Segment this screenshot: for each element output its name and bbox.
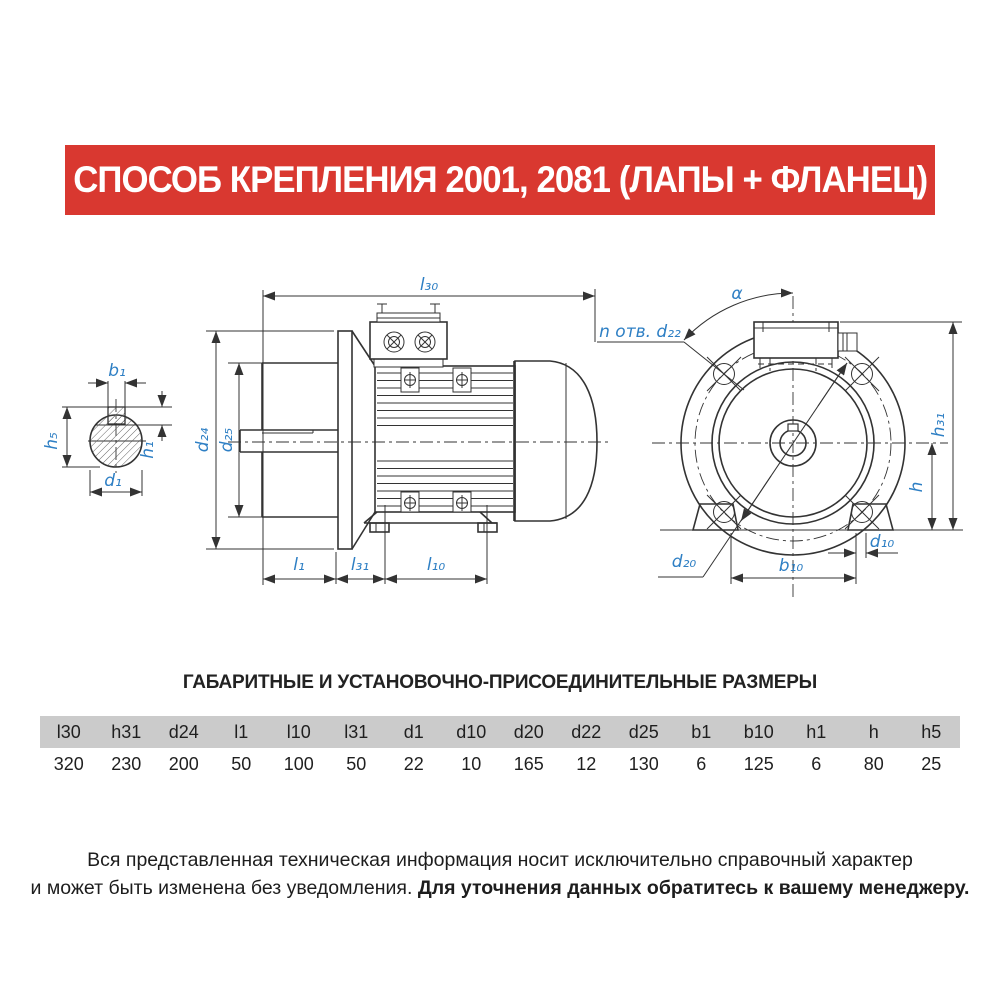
flange-front-view	[597, 284, 963, 598]
table-value-cell-l10: 100	[283, 753, 314, 774]
dim-label-h1: h₁	[138, 441, 158, 459]
table-header-cell-d20: d20	[513, 721, 544, 742]
table-header-cell-l1: l1	[234, 721, 249, 742]
table-value-cell-d22: 12	[576, 753, 597, 774]
table-header-cell-d22: d22	[571, 721, 602, 742]
table-header-cell-b1: b1	[691, 721, 712, 742]
dim-label-b10: b₁₀	[778, 556, 804, 576]
table-header-cell-l10: l10	[286, 721, 311, 742]
table-header-cell-l30: l30	[56, 721, 81, 742]
disclaimer-line2	[0, 874, 1000, 902]
dim-label-d20: d₂₀	[671, 552, 697, 572]
table-header-cell-d24: d24	[168, 721, 199, 742]
cooling-fins	[377, 373, 513, 506]
table-value-cell-h1: 6	[811, 753, 822, 774]
dim-label-h5: h₅	[42, 432, 62, 450]
table-header-cell-l31: l31	[344, 721, 369, 742]
table-header-cell-d10: d10	[456, 721, 487, 742]
table-header-cell-h: h	[868, 721, 879, 742]
technical-drawing	[0, 240, 1000, 660]
table-value-cell-d24: 200	[168, 753, 199, 774]
dim-label-b1: b₁	[108, 361, 126, 381]
table-value-cell-l31: 50	[346, 753, 367, 774]
dim-label-d24: d₂₄	[193, 427, 213, 453]
table-value-cell-h: 80	[863, 753, 884, 774]
terminal-box-side	[370, 304, 447, 367]
table-header-cell-d25: d25	[628, 721, 659, 742]
table-value-cell-b10: 125	[743, 753, 774, 774]
mounting-feet-side	[364, 512, 497, 532]
table-value-cell-d25: 130	[628, 753, 659, 774]
table-title: ГАБАРИТНЫЕ И УСТАНОВОЧНО-ПРИСОЕДИНИТЕЛЬНЫЕ РАЗМЕРЫ	[182, 672, 818, 693]
stator-clamp-bolts	[401, 368, 471, 512]
dim-label-l1: l₁	[293, 555, 305, 575]
table-header-cell-h31: h31	[111, 721, 142, 742]
table-value-cell-h31: 230	[111, 753, 142, 774]
dim-label-l30: l₃₀	[419, 275, 439, 295]
table-value-cell-d10: 10	[461, 753, 482, 774]
table-header-cell-h1: h1	[806, 721, 827, 742]
table-value-cell-l1: 50	[231, 753, 252, 774]
table-value-cell-l30: 320	[53, 753, 84, 774]
dim-label-l31: l₃₁	[350, 555, 370, 575]
dim-label-l10: l₁₀	[426, 555, 446, 575]
disclaimer-line1: Вся представленная техническая информация носит исключительно справочный характер	[87, 849, 913, 871]
dim-label-n-otv-d22: n отв. d₂₂	[599, 322, 681, 342]
shaft-cross-section	[42, 361, 172, 496]
dimensions-table	[40, 716, 960, 780]
table-value-cell-d1: 22	[403, 753, 424, 774]
title-banner	[65, 145, 935, 215]
table-value-cell-b1: 6	[696, 753, 707, 774]
table-values-row	[40, 748, 960, 780]
table-header-cell-h5: h5	[921, 721, 942, 742]
mounting-feet-front	[660, 504, 963, 530]
dim-label-d25: d₂₅	[217, 427, 237, 453]
dim-label-alpha: α	[731, 284, 743, 304]
table-header-cell-d1: d1	[403, 721, 424, 742]
motor-side-view	[193, 275, 612, 585]
disclaimer-line2-regular: и может быть изменена без уведомления.	[30, 877, 418, 899]
disclaimer	[0, 846, 1000, 902]
dim-label-h31: h₃₁	[929, 412, 949, 438]
table-value-cell-h5: 25	[921, 753, 942, 774]
banner-title: СПОСОБ КРЕПЛЕНИЯ 2001, 2081 (ЛАПЫ + ФЛАНЕЦ)	[73, 159, 927, 200]
dim-label-d10: d₁₀	[869, 532, 895, 552]
disclaimer-line2-bold: Для уточнения данных обратитесь к вашему менеджеру.	[417, 877, 970, 899]
table-header-cell-b10: b10	[743, 721, 774, 742]
table-value-cell-d20: 165	[513, 753, 544, 774]
dim-label-d1: d₁	[104, 471, 122, 491]
fan-cowl	[514, 361, 597, 521]
table-header-row	[40, 716, 960, 748]
dim-label-h: h	[907, 481, 927, 493]
